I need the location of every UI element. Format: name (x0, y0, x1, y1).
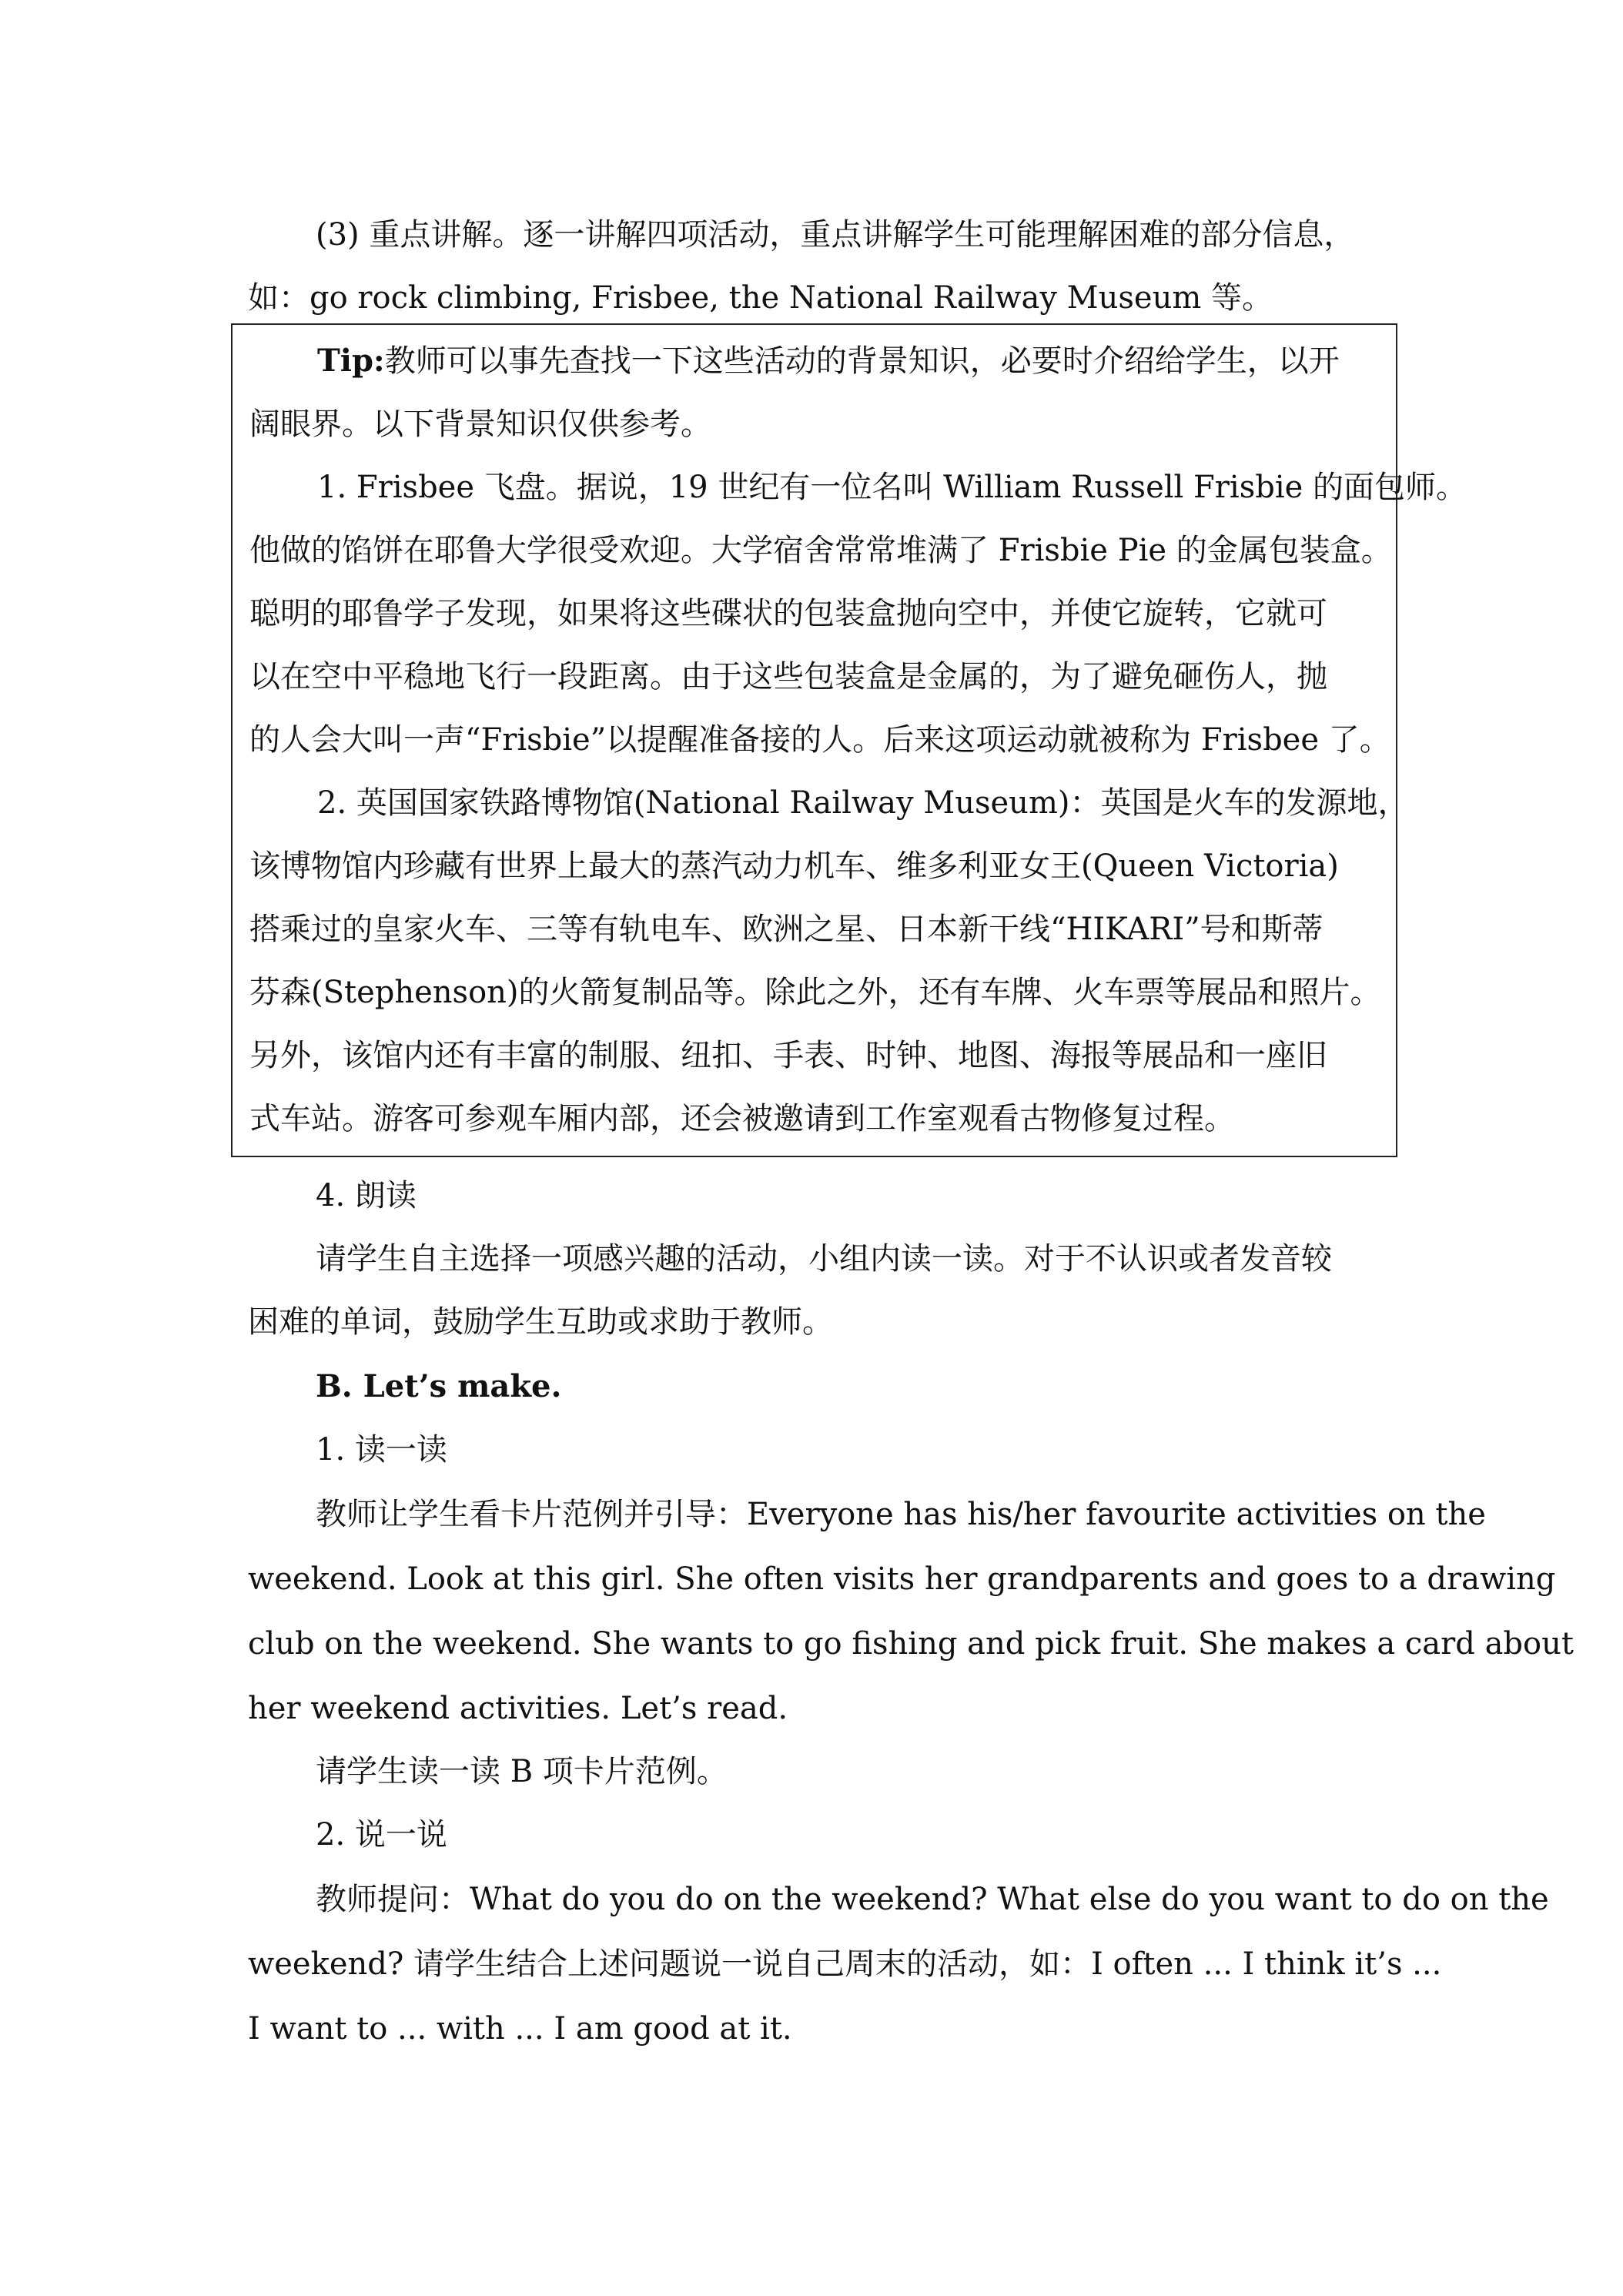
museum-line: 该博物馆内珍藏有世界上最大的蒸汽动力机车、维多利亚女王(Queen Victoria) (249, 848, 1339, 884)
museum-line: 式车站。游客可参观车厢内部，还会被邀请到工作室观看古物修复过程。 (249, 1101, 1235, 1136)
step1-line: 教师让学生看卡片范例并引导：Everyone has his/her favourite activities on the (316, 1497, 1486, 1532)
section3-line1: (3) 重点讲解。逐一讲解四项活动，重点讲解学生可能理解困难的部分信息， (316, 217, 1355, 253)
step1-line: her weekend activities. Let’s read. (248, 1691, 788, 1726)
section3-line2: 如：go rock climbing, Frisbee, the National Railway Museum 等。 (248, 280, 1273, 316)
frisbee-line: 聪明的耶鲁学子发现，如果将这些碟状的包装盒抛向空中，并使它旋转，它就可 (249, 596, 1327, 631)
frisbee-line: 以在空中平稳地飞行一段距离。由于这些包装盒是金属的，为了避免砸伤人，抛 (249, 659, 1327, 694)
section4-line1: 请学生自主选择一项感兴趣的活动，小组内读一读。对于不认识或者发音较 (316, 1241, 1332, 1277)
section4-line2: 困难的单词，鼓励学生互助或求助于教师。 (248, 1304, 833, 1340)
step1-line: weekend. Look at this girl. She often visits her grandparents and goes to a drawing (248, 1561, 1556, 1597)
frisbee-line: 的人会大叫一声“Frisbie”以提醒准备接的人。后来这项运动就被称为 Frisbee 了。 (249, 722, 1390, 758)
step1-after: 请学生读一读 B 项卡片范例。 (316, 1754, 728, 1789)
step2-line: weekend? 请学生结合上述问题说一说自己周末的活动，如：I often ... I think it’s ... (248, 1946, 1442, 1982)
museum-line: 芬森(Stephenson)的火箭复制品等。除此之外，还有车牌、火车票等展品和照片。 (249, 975, 1381, 1010)
frisbee-line: 1. Frisbee 飞盘。据说，19 世纪有一位名叫 William Russell Frisbie 的面包师。 (317, 470, 1467, 505)
section-b-heading: B. Let’s make. (316, 1368, 562, 1404)
frisbee-line: 他做的馅饼在耶鲁大学很受欢迎。大学宿舍常常堆满了 Frisbie Pie 的金属包装盒。 (249, 533, 1392, 568)
museum-line: 2. 英国国家铁路博物馆(National Railway Museum)：英国是火车的发源地， (317, 785, 1409, 821)
museum-line: 另外，该馆内还有丰富的制服、纽扣、手表、时钟、地图、海报等展品和一座旧 (249, 1038, 1327, 1073)
tip-line2: 阔眼界。以下背景知识仅供参考。 (249, 407, 711, 442)
section4-heading: 4. 朗读 (316, 1178, 417, 1213)
tip-line1 (317, 342, 1340, 380)
tip-label: Tip: (317, 343, 385, 379)
step2-line: 教师提问：What do you do on the weekend? What else do you want to do on the (316, 1882, 1549, 1917)
tip-box (231, 323, 1467, 1157)
tip-line1-text: 教师可以事先查找一下这些活动的背景知识，必要时介绍给学生，以开 (384, 343, 1340, 379)
step2-heading: 2. 说一说 (316, 1817, 447, 1853)
step1-heading: 1. 读一读 (316, 1432, 447, 1468)
museum-line: 搭乘过的皇家火车、三等有轨电车、欧洲之星、日本新干线“HIKARI”号和斯蒂 (249, 912, 1323, 947)
step1-line: club on the weekend. She wants to go fishing and pick fruit. She makes a card about (248, 1626, 1574, 1662)
step2-line: I want to ... with ... I am good at it. (248, 2011, 792, 2047)
